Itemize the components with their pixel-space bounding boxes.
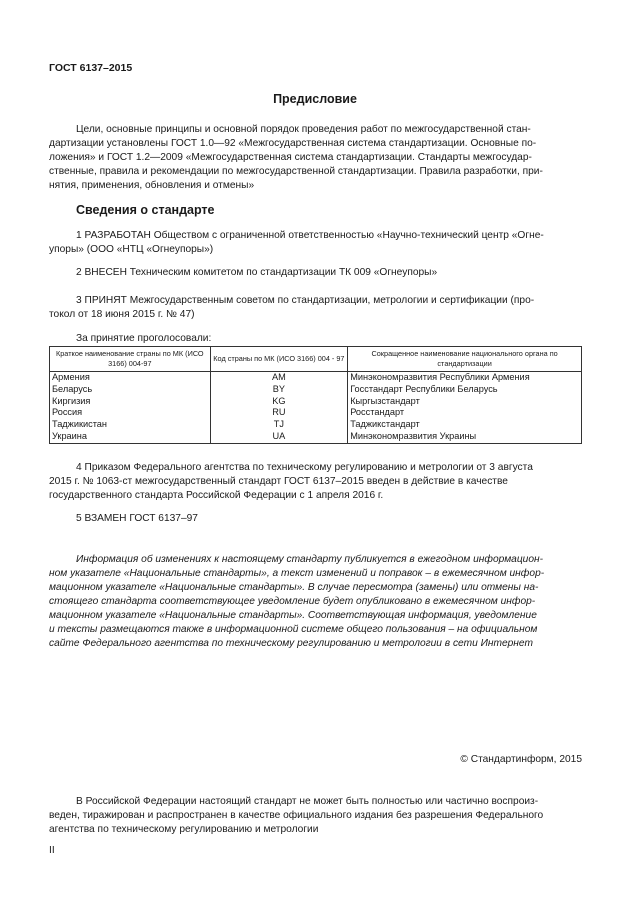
- notice-line: сайте Федерального агентства по техническому регулированию и метрологии в сети Интернет: [49, 638, 533, 649]
- table-row: [50, 384, 582, 396]
- foreword-title: Предисловие: [273, 92, 357, 106]
- info-item-1: [49, 229, 581, 257]
- legal-line: агентства по техническому регулированию и метрологии: [49, 824, 319, 835]
- info-item-4-line: 4 Приказом Федерального агентства по техническому регулированию и метрологии от 3 августа: [76, 462, 533, 473]
- changes-notice: [49, 553, 581, 651]
- info-item-4: [49, 461, 581, 503]
- foreword-line: ложения» и ГОСТ 1.2—2009 «Межгосударственная система стандартизации. Стандарты межгосудар-: [49, 152, 532, 163]
- notice-line: Информация об изменениях к настоящему стандарту публикуется в ежегодном информацион-: [76, 554, 544, 565]
- table-cell-country: Россия: [50, 407, 211, 419]
- table-row: [50, 419, 582, 431]
- foreword-paragraph: [49, 123, 581, 193]
- table-header-country: Краткое наименование страны по МК (ИСО 3166) 004-97: [50, 347, 211, 372]
- table-cell-country: Беларусь: [50, 384, 211, 396]
- table-header-code: Код страны по МК (ИСО 3166) 004 - 97: [210, 347, 348, 372]
- page-number: II: [49, 845, 55, 856]
- table-row: [50, 372, 582, 384]
- foreword-line: нятия, применения, обновления и отмены»: [49, 180, 255, 191]
- info-item-1-line: упоры» (ООО «НТЦ «Огнеупоры»): [49, 244, 214, 255]
- foreword-line: дартизации установлены ГОСТ 1.0—92 «Межгосударственная система стандартизации. Основные по-: [49, 138, 537, 149]
- legal-line: веден, тиражирован и распространен в качестве официального издания без разрешения Федерального: [49, 810, 544, 821]
- table-cell-country: Украина: [50, 431, 211, 443]
- foreword-line: ственные, правила и рекомендации по межгосударственной стандартизации. Правила разработки, при-: [49, 166, 543, 177]
- info-item-4-line: государственного стандарта Российской Федерации с 1 апреля 2016 г.: [49, 490, 384, 501]
- table-header-body: Сокращенное наименование национального органа по стандартизации: [348, 347, 582, 372]
- legal-line: В Российской Федерации настоящий стандарт не может быть полностью или частично воспроиз-: [76, 796, 539, 807]
- standard-id: ГОСТ 6137–2015: [49, 62, 133, 74]
- table-header-row: [50, 347, 582, 372]
- table-cell-body: Таджикстандарт: [348, 419, 582, 431]
- info-item-3-line: 3 ПРИНЯТ Межгосударственным советом по стандартизации, метрологии и сертификации (про-: [76, 295, 535, 306]
- table-cell-body: Госстандарт Республики Беларусь: [348, 384, 582, 396]
- notice-line: ном указателе «Национальные стандарты», а текст изменений и поправок – в ежемесячном инфор-: [49, 568, 545, 579]
- table-cell-body: Росстандарт: [348, 407, 582, 419]
- table-cell-code: BY: [210, 384, 348, 396]
- table-row: [50, 396, 582, 408]
- voted-label: За принятие проголосовали:: [76, 333, 212, 344]
- table-cell-body: Кыргызстандарт: [348, 396, 582, 408]
- table-cell-country: Армения: [50, 372, 211, 384]
- info-item-3: [49, 294, 581, 322]
- table-row: [50, 407, 582, 419]
- info-item-5: 5 ВЗАМЕН ГОСТ 6137–97: [76, 513, 198, 524]
- table-cell-body: Минэкономразвития Республики Армения: [348, 372, 582, 384]
- voting-countries-table: [49, 346, 582, 444]
- notice-line: и тексты размещаются также в информационной системе общего пользования – на официальном: [49, 624, 538, 635]
- table-cell-code: RU: [210, 407, 348, 419]
- foreword-line: Цели, основные принципы и основной порядок проведения работ по межгосударственной стан-: [76, 124, 531, 135]
- table-cell-code: KG: [210, 396, 348, 408]
- standard-info-title: Сведения о стандарте: [76, 203, 215, 217]
- table-cell-code: AM: [210, 372, 348, 384]
- notice-line: мационном указателе «Национальные стандарты». В случае пересмотра (замены) или отмены на-: [49, 582, 539, 593]
- table-cell-code: UA: [210, 431, 348, 443]
- info-item-4-line: 2015 г. № 1063-ст межгосударственный стандарт ГОСТ 6137–2015 введен в действие в качестве: [49, 476, 508, 487]
- table-cell-code: TJ: [210, 419, 348, 431]
- info-item-1-line: 1 РАЗРАБОТАН Обществом с ограниченной ответственностью «Научно-технический центр «Огне-: [76, 230, 544, 241]
- table-row: [50, 431, 582, 443]
- info-item-3-line: токол от 18 июня 2015 г. № 47): [49, 309, 195, 320]
- table-cell-body: Минэкономразвития Украины: [348, 431, 582, 443]
- info-item-2: 2 ВНЕСЕН Техническим комитетом по стандартизации ТК 009 «Огнеупоры»: [76, 267, 438, 278]
- legal-notice: [49, 795, 581, 837]
- notice-line: мационном указателе «Национальные стандарты». Соответствующая информация, уведомление: [49, 610, 537, 621]
- table-cell-country: Киргизия: [50, 396, 211, 408]
- notice-line: стоящего стандарта соответствующее уведомление будет опубликовано в ежемесячном инфор-: [49, 596, 536, 607]
- table-cell-country: Таджикистан: [50, 419, 211, 431]
- copyright-notice: © Стандартинформ, 2015: [460, 754, 582, 765]
